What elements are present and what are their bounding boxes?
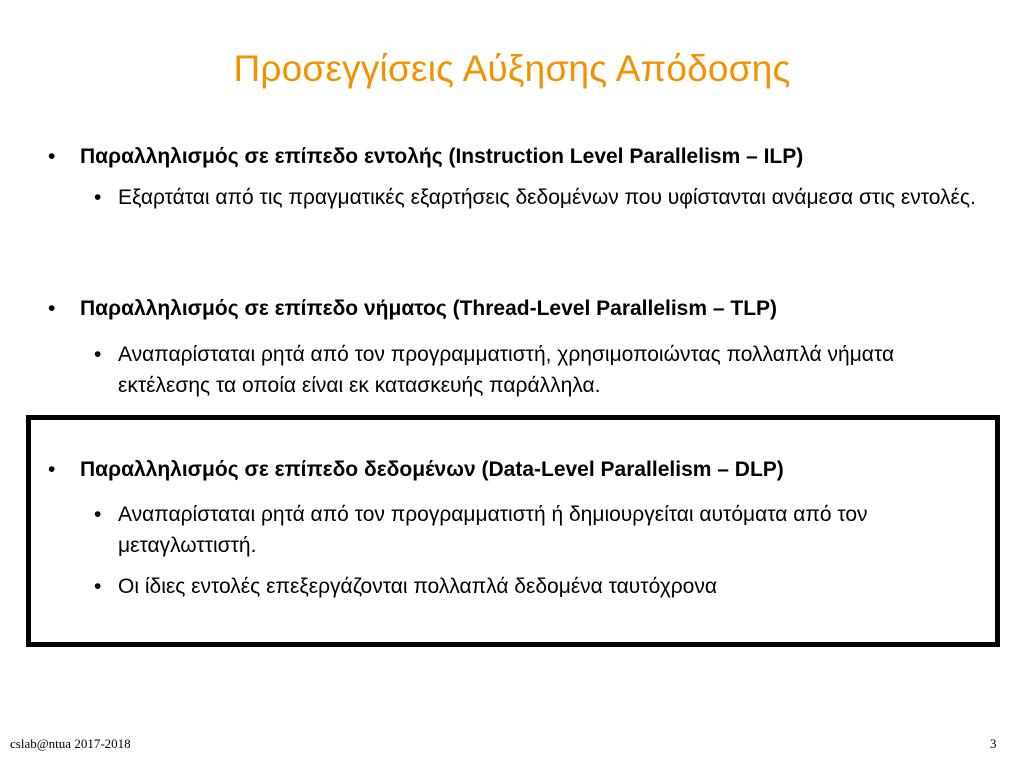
dlp-subitem-1-text: Αναπαρίσταται ρητά από τον προγραμματιστή ή δημιουργείται αυτόματα από τον μεταγλωττιστή. [118, 503, 868, 557]
bullet-dot: • [94, 186, 102, 209]
tlp-heading: Παραλληλισμός σε επίπεδο νήματος (Thread-Level Parallelism – TLP) [80, 297, 778, 320]
page-number: 3 [990, 736, 997, 751]
bullet-dot: • [48, 297, 56, 320]
bullet-dot: • [94, 343, 102, 366]
tlp-subitem [94, 339, 984, 401]
ilp-subitem [94, 182, 984, 213]
footer-source: cslab@ntua 2017-2018 [10, 736, 131, 751]
bullet-tlp [48, 294, 988, 324]
tlp-subitem-text: Αναπαρίσταται ρητά από τον προγραμματιστή, χρησιμοποιώντας πολλαπλά νήματα εκτέλεσης τα οποία είναι εκ κατασκευής παράλληλα. [118, 343, 895, 397]
bullet-ilp [48, 142, 988, 172]
bullet-dot: • [48, 458, 56, 481]
slide-title: Προσεγγίσεις Αύξησης Απόδοσης [233, 48, 791, 89]
dlp-heading: Παραλληλισμός σε επίπεδο δεδομένων (Data-Level Parallelism – DLP) [80, 458, 784, 481]
dlp-subitem-2 [94, 571, 984, 602]
bullet-dot: • [94, 503, 102, 526]
dlp-subitem-1 [94, 499, 984, 561]
bullet-dot: • [94, 575, 102, 598]
bullet-dlp [48, 455, 988, 485]
ilp-subitem-text: Εξαρτάται από τις πραγματικές εξαρτήσεις δεδομένων που υφίστανται ανάμεσα στις εντολές. [118, 186, 976, 209]
ilp-heading: Παραλληλισμός σε επίπεδο εντολής (Instruction Level Parallelism – ILP) [80, 145, 804, 168]
bullet-dot: • [48, 145, 56, 168]
dlp-subitem-2-text: Οι ίδιες εντολές επεξεργάζονται πολλαπλά δεδομένα ταυτόχρονα [118, 575, 717, 598]
